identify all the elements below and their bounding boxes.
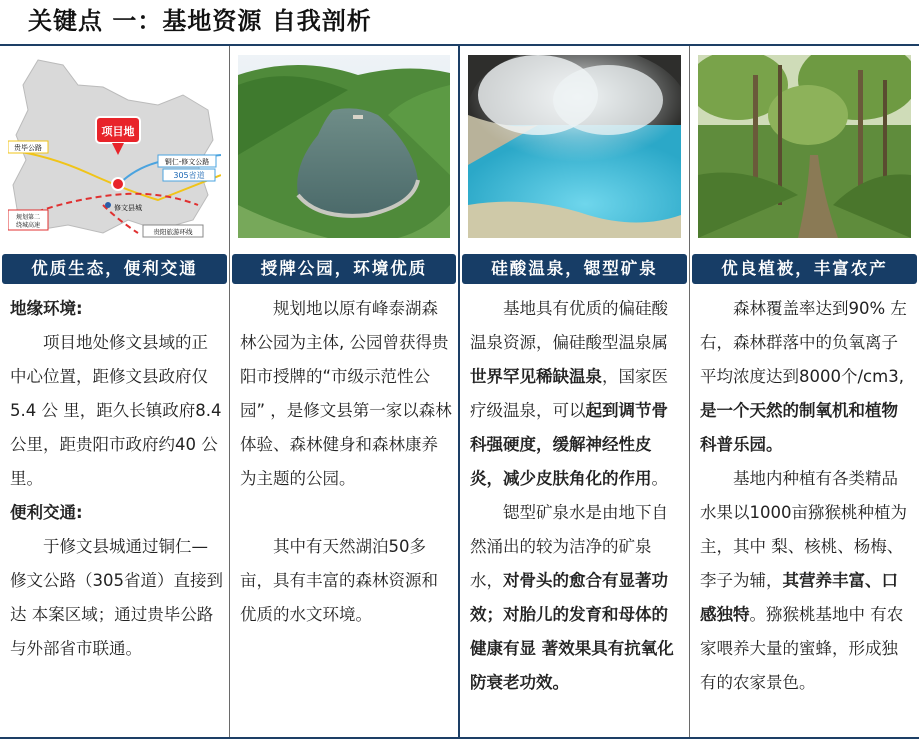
text-run: 。 bbox=[651, 469, 668, 488]
forest-photo bbox=[698, 55, 911, 238]
text-run: 项目地处修文县域的正中心位置，距修文县政府仅 5.4 公 里，距久长镇政府8.4公里，距贵阳市政府约40 公里。 bbox=[10, 333, 222, 488]
banner-transport: 优质生态，便利交通 bbox=[2, 254, 227, 284]
text-run: 基地具有优质的偏硅酸温泉资源，偏硅酸型温泉属 bbox=[470, 299, 668, 352]
location-map bbox=[8, 55, 221, 238]
paragraph bbox=[10, 530, 223, 666]
forest-path-photo bbox=[698, 55, 911, 238]
bold-text-run: 起到调节骨科强硬度，缓解神经性皮炎，减少皮肤角化的作用 bbox=[470, 401, 668, 488]
project-site-marker bbox=[112, 178, 124, 190]
spring-photo bbox=[468, 55, 681, 238]
text-transport bbox=[10, 292, 223, 666]
paragraph bbox=[10, 292, 223, 326]
paragraph bbox=[470, 292, 683, 496]
map-label-project: 项目地 bbox=[101, 125, 135, 138]
map-label-tongren: 铜仁-修文公路 bbox=[164, 158, 210, 166]
column-spring bbox=[460, 46, 689, 737]
paragraph bbox=[240, 292, 452, 496]
bold-text-run: 地缘环境: bbox=[10, 299, 83, 318]
text-run: 。猕猴桃基地中 有农家喂养大量的蜜蜂，形成独有的农家景色。 bbox=[700, 605, 904, 692]
banner-spring: 硅酸温泉，锶型矿泉 bbox=[462, 254, 687, 284]
paragraph bbox=[470, 496, 683, 700]
map-label-ring: 贵阳旅游环线 bbox=[153, 228, 193, 236]
text-run: ，国家医疗级温泉，可以 bbox=[470, 367, 668, 420]
column-vegetation bbox=[690, 46, 919, 737]
text-run: 锶型矿泉水是由地下自然涌出的较为洁净的矿泉水， bbox=[470, 503, 668, 590]
text-run: 规划地以原有峰泰湖森林公园为主体, 公园曾获得贵阳市授牌的“市级示范性公园” ，是修文县第一家以森林体验、森林健身和森林康养为主题的公园。 bbox=[240, 299, 452, 488]
map-label-planned: 规划第二 bbox=[15, 214, 41, 221]
paragraph bbox=[10, 496, 223, 530]
banner-park: 授牌公园，环境优质 bbox=[232, 254, 456, 284]
text-run: 于修文县城通过铜仁—修文公路（305省道）直接到达 本案区域；通过贵毕公路与外部省市联通。 bbox=[10, 537, 223, 658]
text-run: 其中有天然湖泊50多亩，具有丰富的森林资源和优质的水文环境。 bbox=[240, 537, 438, 624]
paragraph bbox=[700, 462, 913, 700]
bold-text-run: 便利交通: bbox=[10, 503, 83, 522]
map-label-county: 修文县城 bbox=[114, 204, 142, 212]
bold-text-run: 其营养丰富、口感独特 bbox=[700, 571, 898, 624]
text-run: 基地内种植有各类精品水果以1000亩猕猴桃种植为主，其中 梨、核桃、杨梅、李子为辅， bbox=[700, 469, 907, 590]
page-title: 关键点 一：基地资源 自我剖析 bbox=[28, 7, 372, 35]
map-label-305: 305省道 bbox=[173, 171, 205, 180]
bold-text-run: 对骨头的愈合有显著功效；对胎儿的发育和母体的健康有显 著效果具有抗氧化防衰老功效。 bbox=[470, 571, 674, 692]
svg-text:绕城高速: 绕城高速 bbox=[15, 222, 41, 229]
paragraph bbox=[240, 530, 452, 632]
paragraph-spacer bbox=[240, 496, 452, 530]
text-run: 森林覆盖率达到90% 左 右，森林群落中的负氧离子平均浓度达到8000个/cm3, bbox=[700, 299, 907, 386]
map-label-guibi: 贵毕公路 bbox=[14, 144, 42, 152]
text-vegetation bbox=[700, 292, 913, 700]
lake-photo bbox=[238, 55, 450, 238]
bold-text-run: 世界罕见稀缺温泉 bbox=[470, 367, 602, 386]
banner-vegetation: 优良植被，丰富农产 bbox=[692, 254, 917, 284]
location-map-image bbox=[8, 55, 221, 238]
bold-text-run: 是一个天然的制氧机和植物科普乐园。 bbox=[700, 401, 898, 454]
lake-park-photo bbox=[238, 55, 450, 238]
hot-spring-photo bbox=[468, 55, 681, 238]
text-spring bbox=[470, 292, 683, 700]
paragraph bbox=[700, 292, 913, 462]
column-transport bbox=[0, 46, 229, 737]
resource-grid bbox=[0, 44, 919, 739]
text-park bbox=[240, 292, 452, 632]
paragraph bbox=[10, 326, 223, 496]
column-park bbox=[230, 46, 458, 737]
